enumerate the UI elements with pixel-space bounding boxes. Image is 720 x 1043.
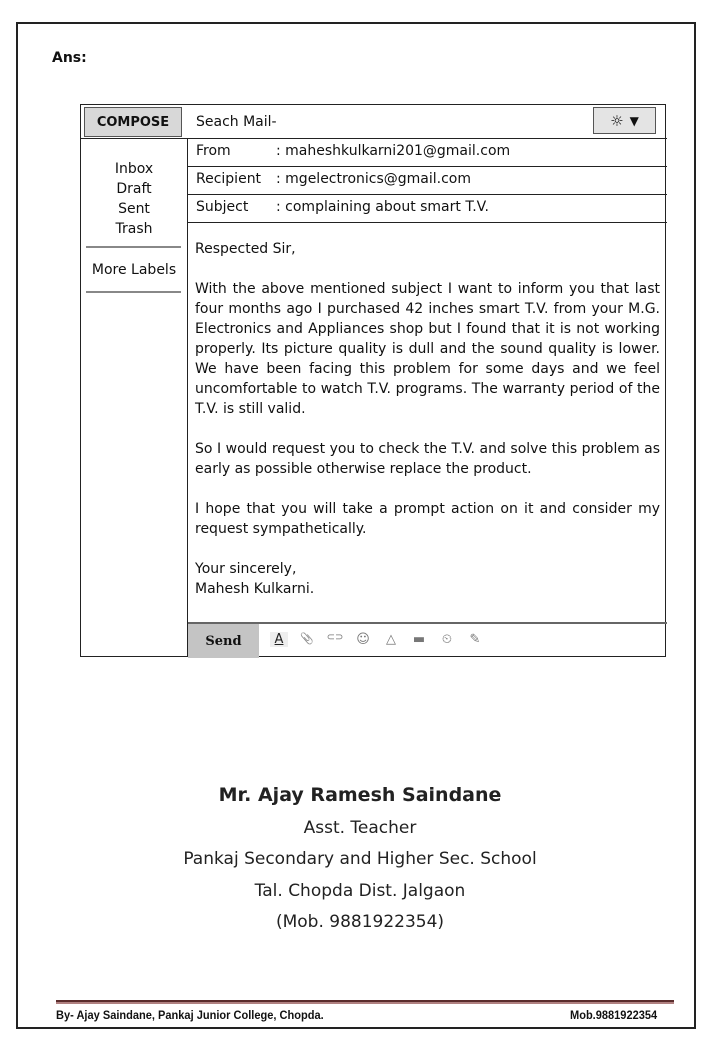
sidebar-item-more-labels[interactable]: More Labels xyxy=(91,262,177,278)
send-button[interactable]: Send xyxy=(188,624,259,658)
from-label: From xyxy=(196,143,231,159)
sidebar-item-trash[interactable]: Trash xyxy=(115,221,153,237)
signature-name: Mr. Ajay Ramesh Saindane xyxy=(218,784,502,806)
paragraph: With the above mentioned subject I want to inform you that last four months ago I purchased 42 inches smart T.V. from your M.G. Electronics and Appliances shop but I found that it is not working properly. Its picture quality is dull and the sound quality is lower. We have been facing this problem for some days and we feel uncomfortable to watch T.V. programs. The warranty period of the T.V. is still valid. xyxy=(195,281,660,417)
confidential-mode-icon[interactable]: ⏲ xyxy=(441,632,453,647)
salutation: Respected Sir, xyxy=(195,241,296,257)
from-field[interactable] xyxy=(188,138,667,166)
subject-value: : complaining about smart T.V. xyxy=(276,199,489,215)
subject-label: Subject xyxy=(196,199,249,215)
signature-pen-icon[interactable]: ✎ xyxy=(469,632,481,647)
email-mockup xyxy=(80,104,666,657)
attachment-icon[interactable]: 📎 xyxy=(300,632,314,645)
footer-mobile: Mob.9881922354 xyxy=(570,1008,658,1022)
from-value: : maheshkulkarni201@gmail.com xyxy=(276,143,511,159)
compose-toolbar xyxy=(188,622,667,657)
divider xyxy=(86,246,181,248)
footer-author: By- Ajay Saindane, Pankaj Junior College, Chopda. xyxy=(56,1008,324,1022)
signature-place: Tal. Chopda Dist. Jalgaon xyxy=(254,881,466,901)
sender-name: Mahesh Kulkarni. xyxy=(195,581,315,597)
signature-role: Asst. Teacher xyxy=(303,818,417,838)
paragraph: I hope that you will take a prompt action on it and consider my request sympathetically. xyxy=(195,501,660,537)
paragraph: So I would request you to check the T.V. and solve this problem as early as possible otherwise replace the product. xyxy=(195,441,660,477)
message-body[interactable] xyxy=(188,222,667,623)
recipient-value: : mgelectronics@gmail.com xyxy=(276,171,471,187)
settings-button[interactable] xyxy=(593,107,656,134)
sidebar-item-inbox[interactable]: Inbox xyxy=(114,161,154,177)
recipient-label: Recipient xyxy=(196,171,262,187)
image-icon[interactable]: ▬ xyxy=(412,632,426,647)
subject-field[interactable] xyxy=(188,194,667,222)
emoji-icon[interactable]: ☺ xyxy=(356,632,370,647)
chevron-down-icon: ▼ xyxy=(629,113,639,128)
sidebar-item-sent[interactable]: Sent xyxy=(118,201,150,217)
sidebar-item-draft[interactable]: Draft xyxy=(116,181,152,197)
closing: Your sincerely, xyxy=(195,561,297,577)
drive-icon[interactable]: △ xyxy=(386,632,396,647)
sidebar xyxy=(81,138,188,657)
compose-button[interactable]: COMPOSE xyxy=(84,107,182,137)
signature-school: Pankaj Secondary and Higher Sec. School xyxy=(183,849,537,869)
footer-divider xyxy=(56,1000,674,1004)
text-format-icon[interactable]: A xyxy=(270,632,288,647)
search-input[interactable]: Seach Mail- xyxy=(196,114,277,130)
ans-label: Ans: xyxy=(52,50,87,66)
divider xyxy=(86,291,181,293)
signature-mobile: (Mob. 9881922354) xyxy=(275,912,445,932)
gear-icon: ☼ xyxy=(610,111,624,130)
link-icon[interactable]: ⊂⊃ xyxy=(326,632,344,643)
recipient-field[interactable] xyxy=(188,166,667,194)
